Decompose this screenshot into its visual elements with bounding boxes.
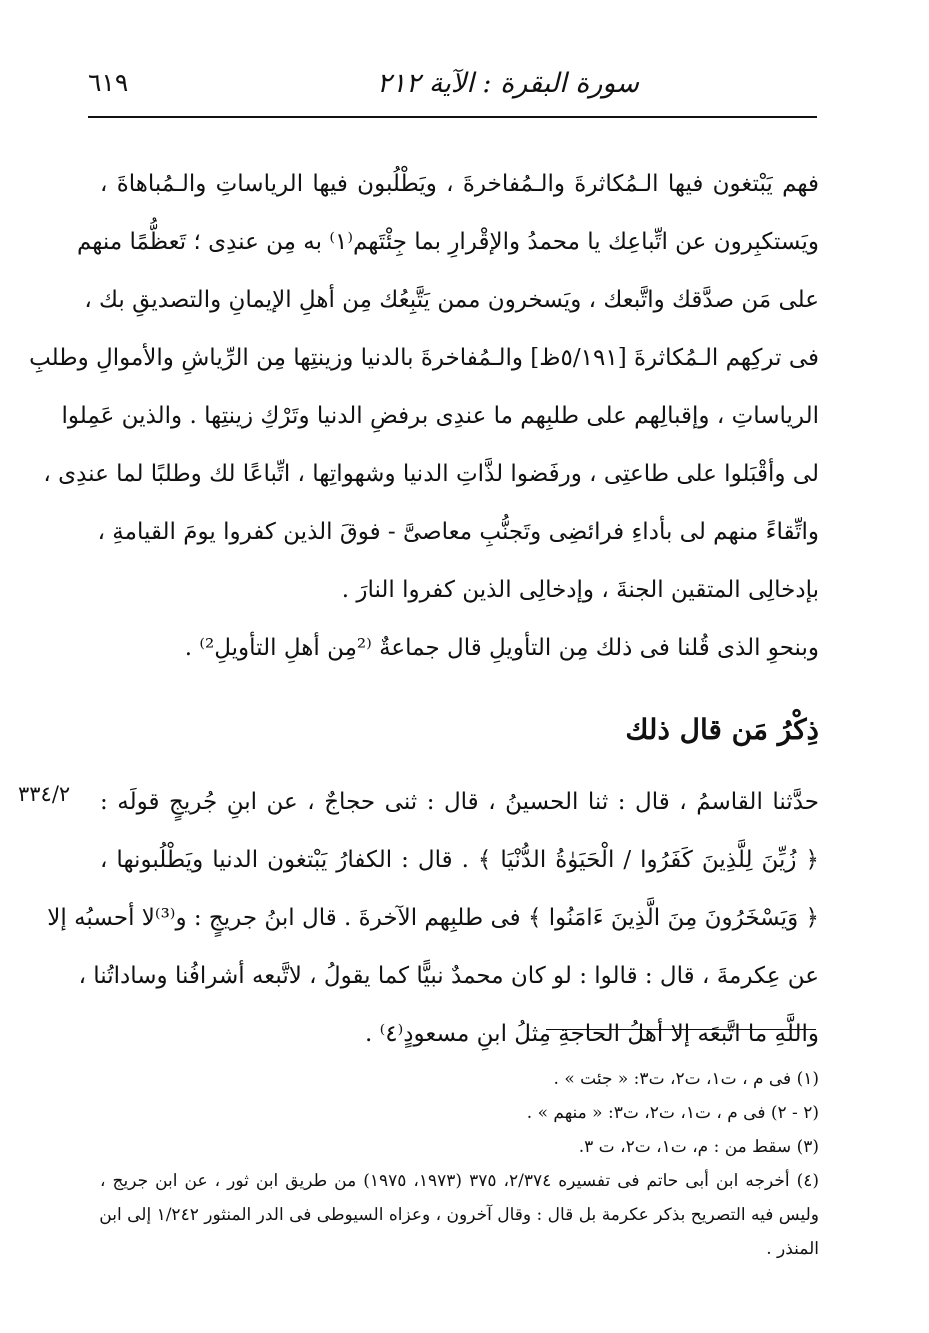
text-line: واللَّهِ ما اتَّبعَه إلا أهلُ الحاجةِ مِثلُ ابنِ مسعودٍ⁽٤⁾ . — [365, 1021, 819, 1047]
footnote-rule — [546, 1029, 816, 1030]
text-line: الرياساتِ ، وإقبالِهم على طلبِهم ما عندِى برفضِ الدنيا وتَرْكِ زينتِها . والذين عَمِلوا — [61, 403, 819, 429]
text-line: عن عِكرمةَ ، قال : قالوا : لو كان محمدٌ نبيًّا كما يقولُ ، لاتَّبعه أشرافُنا وساداتُنا ، — [78, 963, 819, 989]
text-line: بإدخالِى المتقين الجنةَ ، وإدخالِى الذين كفروا النارَ . — [341, 577, 819, 603]
text-line: فى تركِهم الـمُكاثرةَ [٥/١٩١ظ] والـمُفاخرةَ بالدنيا وزينتِها مِن الرِّياشِ والأموالِ وطلبِ — [29, 345, 819, 371]
text-line: ويَستكبِرون عن اتِّباعِك يا محمدُ والإقْرارِ بما جِئْتَهم⁽١⁾ به مِن عندِى ؛ تَعظُّمًا منهم — [77, 229, 819, 255]
page-number: ٦١٩ — [88, 68, 129, 97]
footnote: (١) فى م ، ت١، ت٢، ت٣: « جئت » . — [553, 1069, 819, 1089]
surah-title: سورة البقرة : الآية ٢١٢ — [376, 68, 639, 99]
text-line: فهم يَبْتغون فيها الـمُكاثرةَ والـمُفاخرةَ ، ويَطْلُبون فيها الرياساتِ والـمُباهاةَ ، — [100, 171, 819, 197]
footnote: (٤) أخرجه ابن أبى حاتم فى تفسيره ٢/٣٧٤، ٣٧٥ (١٩٧٣، ١٩٧٥) من طريق ابن ثور ، عن ابن جريج ، — [100, 1171, 820, 1191]
section-heading: ذِكْرُ مَن قال ذلك — [625, 713, 819, 746]
text-line: على مَن صدَّقك واتَّبعك ، ويَسخرون ممن يَتَّبِعُك مِن أهلِ الإيمانِ والتصديقِ بك ، — [84, 287, 819, 313]
running-header — [88, 66, 817, 106]
footnote-continuation: المنذر . — [766, 1239, 819, 1259]
header-rule — [88, 116, 817, 118]
footnote: (٢ - ٢) فى م ، ت١، ت٢، ت٣: « منهم » . — [526, 1103, 819, 1123]
text-line: واتِّقاءً منهم لى بأداءِ فرائضِى وتَجنُّبِ معاصىَّ - فوقَ الذين كفروا يومَ القيامةِ ، — [97, 519, 819, 545]
text-line: ﴿ وَيَسْخَرُونَ مِنَ الَّذِينَ ءَامَنُوا ﴾ فى طلبِهم الآخرةَ . قال ابنُ جريجٍ : و⁽³⁾لا أحسبُه إلا — [47, 905, 819, 931]
text-line: ﴿ زُيِّنَ لِلَّذِينَ كَفَرُوا / الْحَيَوٰةُ الدُّنْيَا ﴾ . قال : الكفارُ يَبْتغون الدنيا ويَطْلُبونها ، — [100, 847, 819, 873]
text-line: حدَّثنا القاسمُ ، قال : ثنا الحسينُ ، قال : ثنى حجاجٌ ، عن ابنِ جُريجٍ قولَه : — [100, 789, 819, 815]
footnotes — [100, 1062, 819, 1266]
footnote: (٣) سقط من : م، ت١، ت٢، ت ٣. — [578, 1137, 819, 1157]
margin-reference: ٣٣٤/٢ — [18, 782, 71, 806]
footnote-continuation: وليس فيه التصريح بذكر عكرمة بل قال : وقال آخرون ، وعزاه السيوطى فى الدر المنثور ١/٢٤٢ إلى ابن — [99, 1205, 819, 1225]
text-line: لى وأقْبَلوا على طاعتِى ، ورفَضوا لذَّاتِ الدنيا وشهواتِها ، اتِّباعًا لك وطلبًا لما عندِى ، — [43, 461, 819, 487]
text-line: وبنحوِ الذى قُلنا فى ذلك مِن التأويلِ قال جماعةٌ ⁽²مِن أهلِ التأويلِ²⁾ . — [184, 635, 819, 661]
